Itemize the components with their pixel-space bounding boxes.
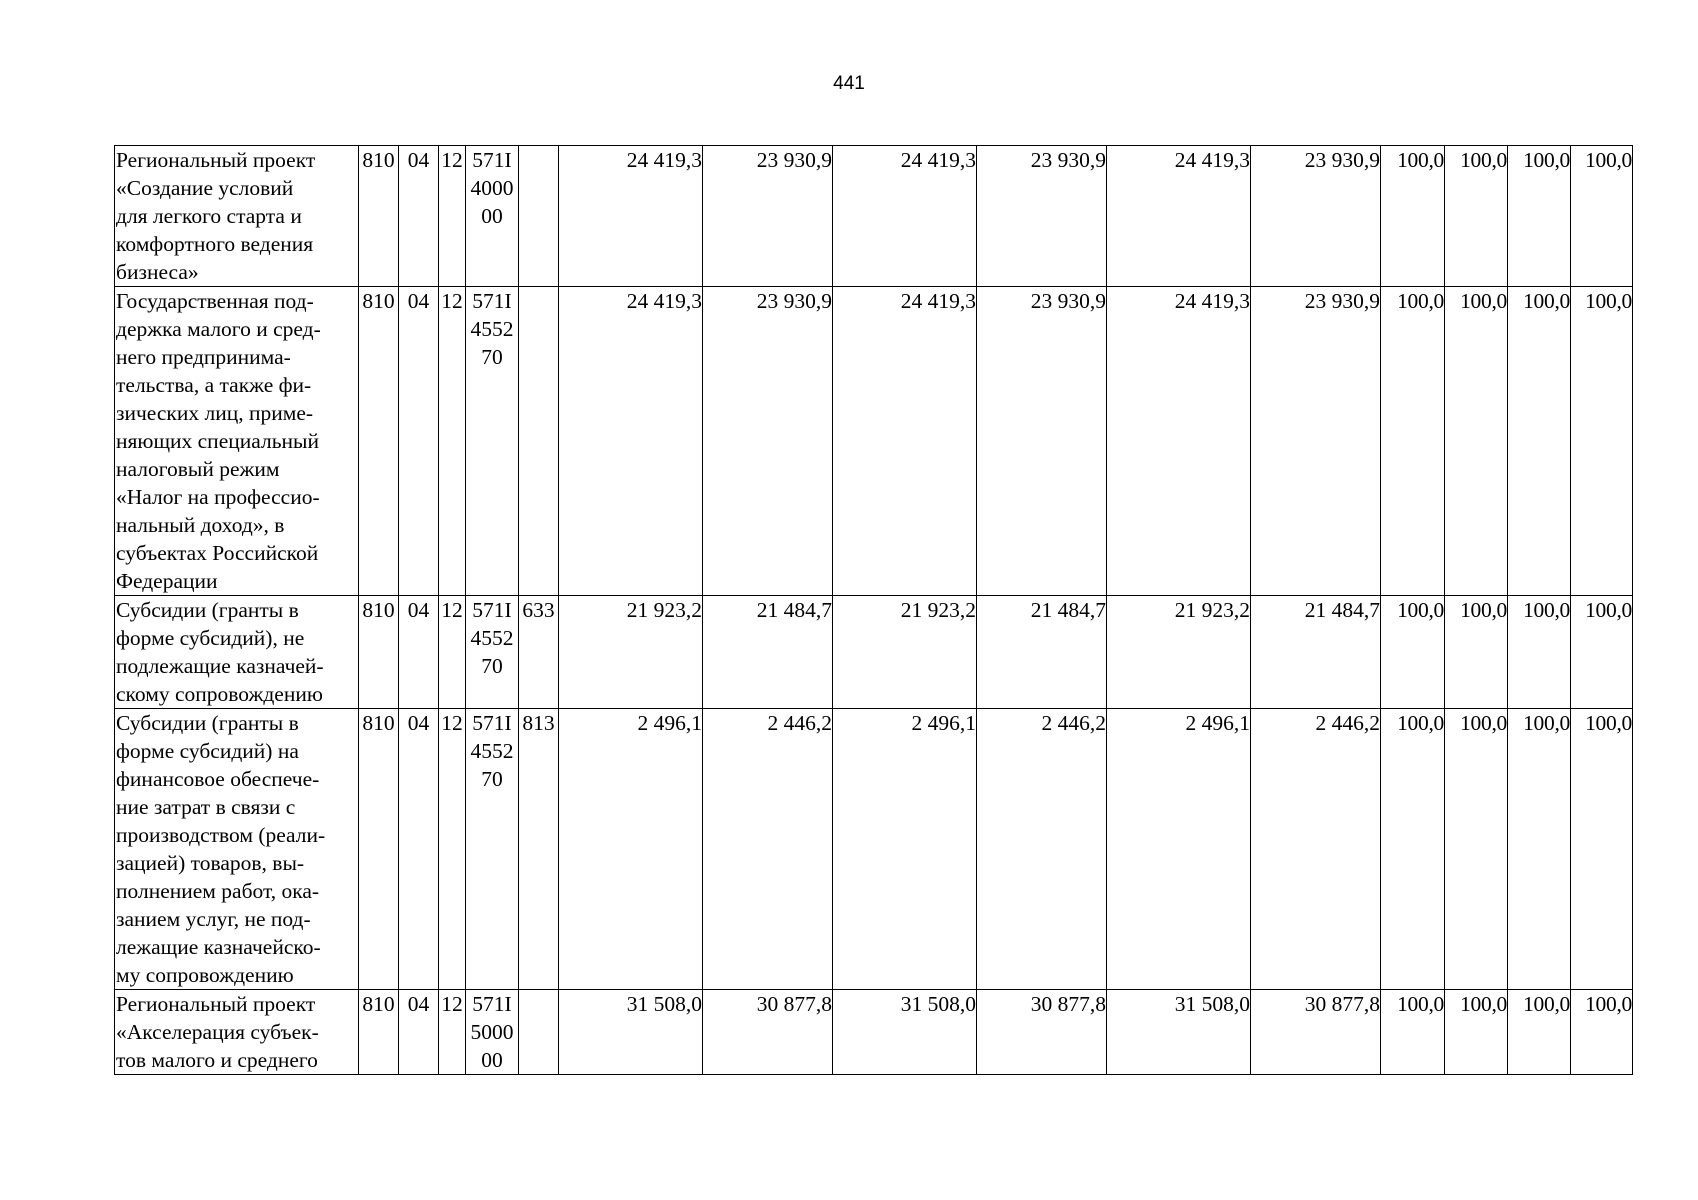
row-name-line: форме субсидий), не <box>116 626 305 650</box>
expense-type-cell <box>519 990 559 1075</box>
target-article-line: 571I <box>472 711 512 735</box>
amount-cell: 23 930,9 <box>703 146 833 287</box>
page-number: 441 <box>833 73 865 94</box>
target-article-cell <box>466 990 519 1075</box>
target-article-line: 5000 <box>470 1020 514 1044</box>
amount-cell: 2 496,1 <box>1107 709 1251 990</box>
percent-cell: 100,0 <box>1571 709 1633 990</box>
row-name-line: подлежащие казначей- <box>116 654 324 678</box>
row-name-cell <box>115 146 359 287</box>
amount-cell: 21 484,7 <box>977 596 1107 709</box>
percent-cell: 100,0 <box>1508 596 1571 709</box>
row-name-line: Субсидии (гранты в <box>116 711 299 735</box>
percent-cell: 100,0 <box>1445 709 1508 990</box>
row-name-line: него предпринима- <box>116 345 291 369</box>
row-name-cell <box>115 287 359 596</box>
target-article-line: 571I <box>472 148 512 172</box>
amount-cell: 23 930,9 <box>977 146 1107 287</box>
target-article-line: 00 <box>481 204 503 228</box>
percent-cell: 100,0 <box>1381 596 1445 709</box>
table-row <box>115 990 1633 1075</box>
table-row <box>115 709 1633 990</box>
target-article-line: 571I <box>472 598 512 622</box>
target-article-line: 4000 <box>470 176 514 200</box>
amount-cell: 21 484,7 <box>1251 596 1381 709</box>
row-name-line: «Налог на профессио- <box>116 485 320 509</box>
admin-code-cell: 810 <box>359 146 399 287</box>
row-name-line: производством (реали- <box>116 823 326 847</box>
section-code-cell: 04 <box>399 990 439 1075</box>
percent-cell: 100,0 <box>1445 990 1508 1075</box>
row-name-line: тов малого и среднего <box>116 1048 318 1072</box>
row-name-line: му сопровождению <box>116 963 294 987</box>
amount-cell: 24 419,3 <box>559 287 703 596</box>
target-article-cell <box>466 146 519 287</box>
admin-code-cell: 810 <box>359 287 399 596</box>
amount-cell: 30 877,8 <box>703 990 833 1075</box>
admin-code-cell: 810 <box>359 709 399 990</box>
percent-cell: 100,0 <box>1445 146 1508 287</box>
target-article-cell <box>466 709 519 990</box>
row-name-line: бизнеса» <box>116 260 199 284</box>
row-name-line: зацией) товаров, вы- <box>116 851 305 875</box>
percent-cell: 100,0 <box>1571 287 1633 596</box>
subsection-code-cell: 12 <box>439 990 466 1075</box>
amount-cell: 2 446,2 <box>703 709 833 990</box>
row-name-line: «Создание условий <box>116 176 294 200</box>
amount-cell: 23 930,9 <box>1251 287 1381 596</box>
percent-cell: 100,0 <box>1508 146 1571 287</box>
row-name-line: занием услуг, не под- <box>116 907 311 931</box>
percent-cell: 100,0 <box>1508 287 1571 596</box>
amount-cell: 23 930,9 <box>1251 146 1381 287</box>
amount-cell: 24 419,3 <box>1107 146 1251 287</box>
table-row <box>115 146 1633 287</box>
subsection-code-cell: 12 <box>439 146 466 287</box>
amount-cell: 21 923,2 <box>1107 596 1251 709</box>
target-article-line: 4552 <box>470 317 514 341</box>
percent-cell: 100,0 <box>1445 596 1508 709</box>
table-row <box>115 596 1633 709</box>
target-article-cell <box>466 287 519 596</box>
target-article-line: 4552 <box>470 626 514 650</box>
row-name-line: Государственная под- <box>116 289 314 313</box>
percent-cell: 100,0 <box>1381 709 1445 990</box>
percent-cell: 100,0 <box>1381 146 1445 287</box>
row-name-line: финансовое обеспече- <box>116 767 320 791</box>
target-article-cell <box>466 596 519 709</box>
admin-code-cell: 810 <box>359 990 399 1075</box>
row-name-line: Федерации <box>116 569 218 593</box>
row-name-line: скому сопровождению <box>116 682 323 706</box>
row-name-line: нальный доход», в <box>116 513 285 537</box>
target-article-line: 571I <box>472 992 512 1016</box>
budget-table <box>114 145 1633 1075</box>
expense-type-cell <box>519 146 559 287</box>
percent-cell: 100,0 <box>1381 287 1445 596</box>
expense-type-cell: 813 <box>519 709 559 990</box>
section-code-cell: 04 <box>399 709 439 990</box>
target-article-line: 00 <box>481 1048 503 1072</box>
amount-cell: 24 419,3 <box>559 146 703 287</box>
expense-type-cell: 633 <box>519 596 559 709</box>
row-name-line: Региональный проект <box>116 148 316 172</box>
amount-cell: 24 419,3 <box>833 146 977 287</box>
subsection-code-cell: 12 <box>439 709 466 990</box>
row-name-line: для легкого старта и <box>116 204 302 228</box>
target-article-line: 4552 <box>470 739 514 763</box>
target-article-line: 70 <box>481 345 503 369</box>
row-name-line: Субсидии (гранты в <box>116 598 299 622</box>
amount-cell: 2 446,2 <box>977 709 1107 990</box>
expense-type-cell <box>519 287 559 596</box>
percent-cell: 100,0 <box>1571 596 1633 709</box>
amount-cell: 2 446,2 <box>1251 709 1381 990</box>
amount-cell: 31 508,0 <box>833 990 977 1075</box>
row-name-line: форме субсидий) на <box>116 739 299 763</box>
row-name-line: полнением работ, ока- <box>116 879 320 903</box>
subsection-code-cell: 12 <box>439 287 466 596</box>
amount-cell: 2 496,1 <box>559 709 703 990</box>
percent-cell: 100,0 <box>1571 990 1633 1075</box>
row-name-line: тельства, а также фи- <box>116 373 312 397</box>
percent-cell: 100,0 <box>1571 146 1633 287</box>
row-name-line: налоговый режим <box>116 457 280 481</box>
table-body <box>115 146 1633 1075</box>
row-name-cell <box>115 990 359 1075</box>
row-name-line: зических лиц, приме- <box>116 401 314 425</box>
amount-cell: 24 419,3 <box>1107 287 1251 596</box>
row-name-cell <box>115 596 359 709</box>
section-code-cell: 04 <box>399 287 439 596</box>
row-name-line: Региональный проект <box>116 992 316 1016</box>
amount-cell: 21 923,2 <box>833 596 977 709</box>
row-name-line: ние затрат в связи с <box>116 795 296 819</box>
admin-code-cell: 810 <box>359 596 399 709</box>
target-article-line: 70 <box>481 767 503 791</box>
amount-cell: 21 923,2 <box>559 596 703 709</box>
section-code-cell: 04 <box>399 146 439 287</box>
amount-cell: 31 508,0 <box>1107 990 1251 1075</box>
amount-cell: 30 877,8 <box>977 990 1107 1075</box>
percent-cell: 100,0 <box>1508 990 1571 1075</box>
amount-cell: 23 930,9 <box>977 287 1107 596</box>
row-name-line: «Акселерация субъек- <box>116 1020 319 1044</box>
percent-cell: 100,0 <box>1381 990 1445 1075</box>
target-article-line: 70 <box>481 654 503 678</box>
row-name-cell <box>115 709 359 990</box>
amount-cell: 21 484,7 <box>703 596 833 709</box>
table-row <box>115 287 1633 596</box>
amount-cell: 23 930,9 <box>703 287 833 596</box>
amount-cell: 31 508,0 <box>559 990 703 1075</box>
row-name-line: комфортного ведения <box>116 232 314 256</box>
row-name-line: держка малого и сред- <box>116 317 321 341</box>
target-article-line: 571I <box>472 289 512 313</box>
section-code-cell: 04 <box>399 596 439 709</box>
percent-cell: 100,0 <box>1508 709 1571 990</box>
row-name-line: няющих специальный <box>116 429 319 453</box>
row-name-line: субъектах Российской <box>116 541 319 565</box>
amount-cell: 2 496,1 <box>833 709 977 990</box>
amount-cell: 30 877,8 <box>1251 990 1381 1075</box>
percent-cell: 100,0 <box>1445 287 1508 596</box>
row-name-line: лежащие казначейско- <box>116 935 321 959</box>
subsection-code-cell: 12 <box>439 596 466 709</box>
amount-cell: 24 419,3 <box>833 287 977 596</box>
